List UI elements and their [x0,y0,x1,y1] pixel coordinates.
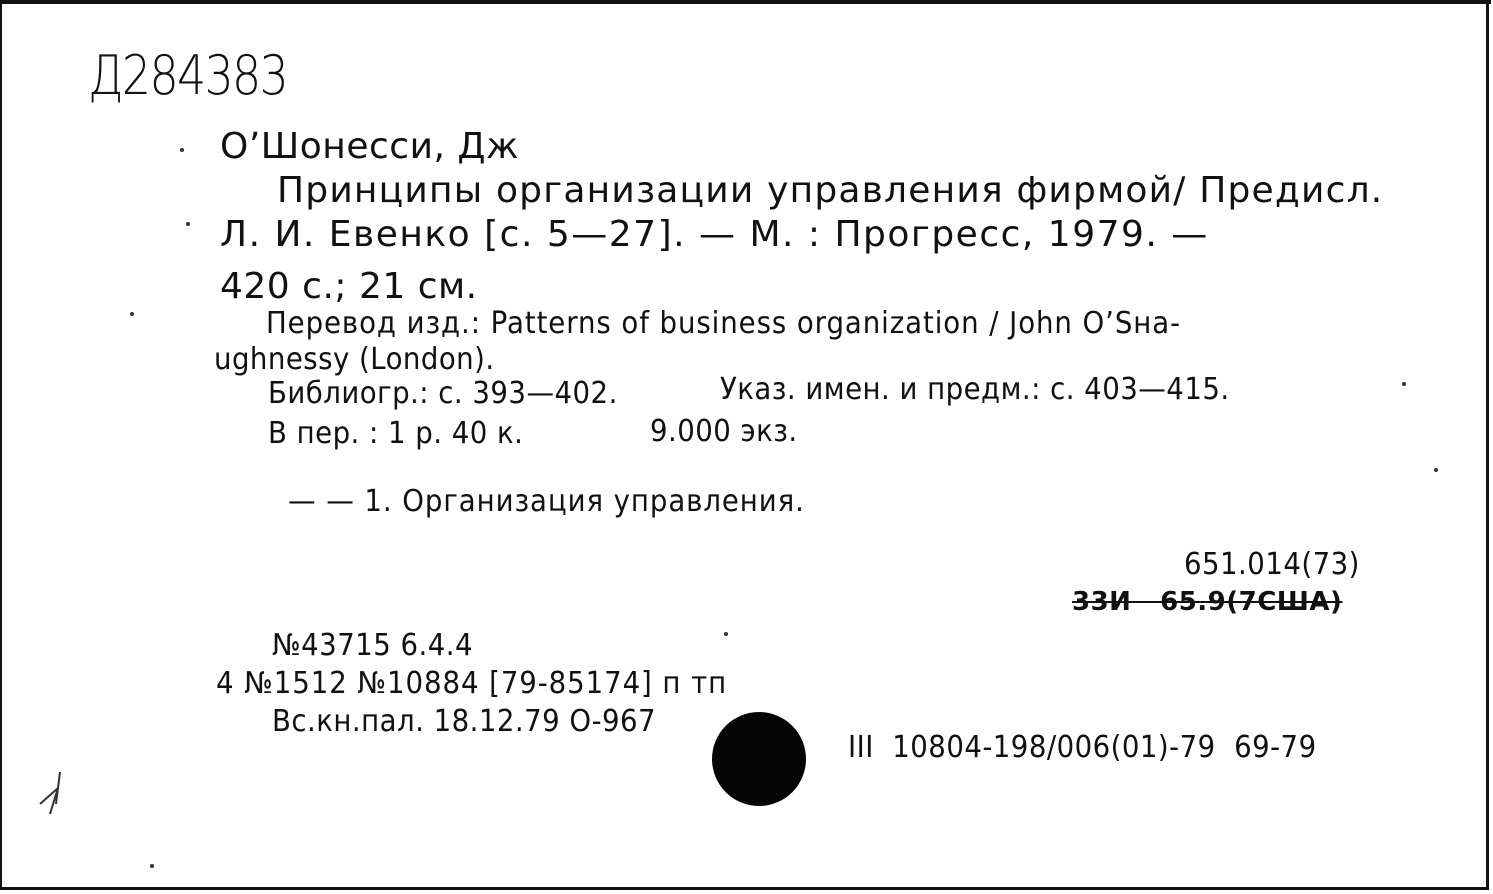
translation-line-1: Перевод изд.: Patterns of business organization / John O’Sна- [266,306,1181,341]
title-line-2: Л. И. Евенко [с. 5—27]. — М. : Прогресс, 1979. — [220,214,1209,255]
print-run-note: 9.000 экз. [650,414,798,449]
title-line-1: Принципы организации управления фирмой/ Предисл. [277,170,1384,211]
translation-line-2: ughnessy (London). [214,342,495,377]
index-note: Указ. имен. и предм.: с. 403—415. [720,372,1230,407]
title-line-3: 420 с.; 21 см. [220,266,478,307]
card-top-edge [2,0,1491,4]
subject-heading: — — 1. Организация управления. [288,484,805,519]
udc-code: 651.014(73) [1184,547,1360,582]
speck [724,632,728,636]
punch-mark [712,712,806,806]
bbk-code-struck: 33И 65.9(7США) [1072,587,1343,617]
speck [1434,468,1438,472]
pencil-note-icon [36,764,76,828]
code-line: III 10804-198/006(01)-79 69-79 [848,730,1317,765]
inventory-mark: Д284383 [88,44,287,107]
price-note: В пер. : 1 р. 40 к. [268,416,524,451]
order-line-1: №43715 6.4.4 [272,628,474,663]
author-heading: О’Шонесси, Дж [220,126,519,167]
order-line-2: 4 №1512 №10884 [79-85174] п тп [216,666,728,701]
order-line-3: Вс.кн.пал. 18.12.79 О-967 [272,704,657,739]
speck [150,864,154,868]
speck [130,312,134,316]
bibliography-note: Библиогр.: с. 393—402. [268,376,618,411]
speck [186,222,190,226]
speck [180,148,184,152]
speck [1402,382,1406,386]
